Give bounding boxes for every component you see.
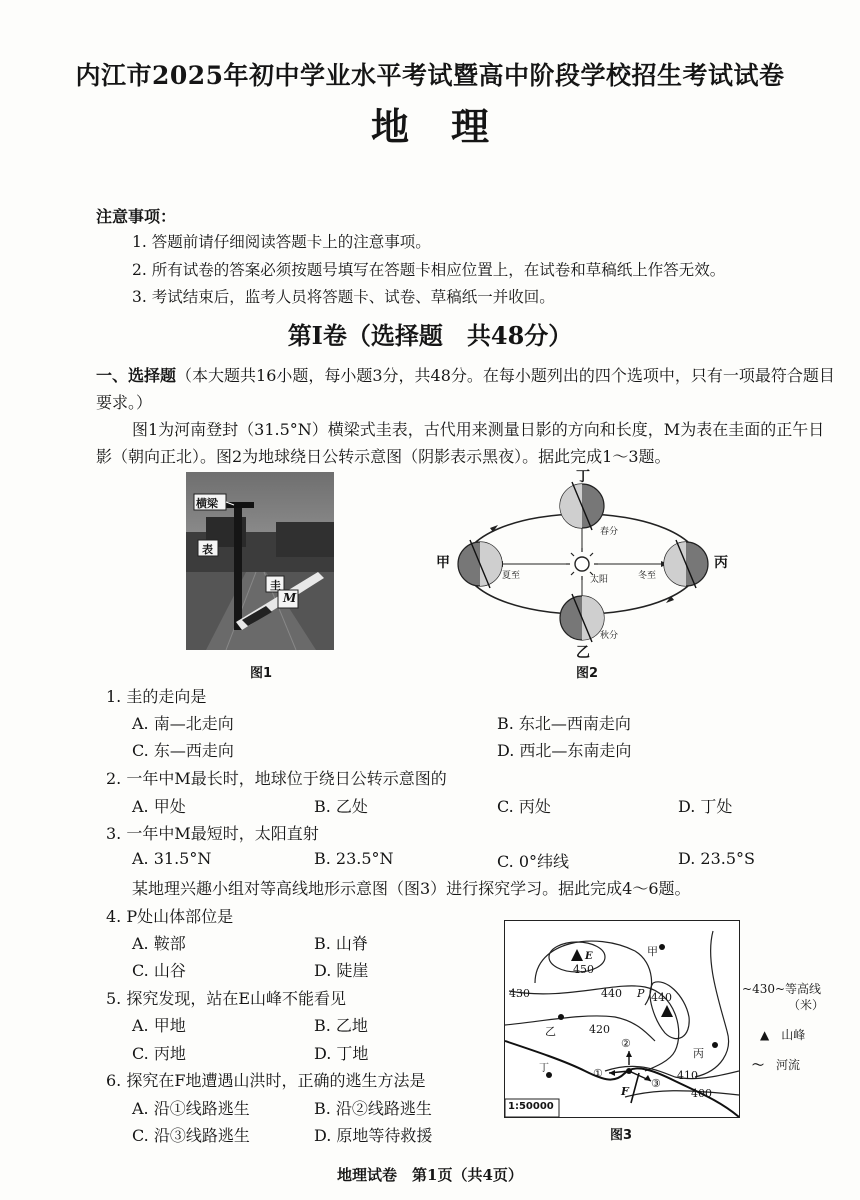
position-bing: 丙 [714, 555, 728, 571]
q6-option-b: B. 沿②线路逃生 [314, 1099, 432, 1118]
notice-item-1: 1. 答题前请仔细阅读答题卡上的注意事项。 [132, 233, 431, 251]
q2-option-c: C. 丙处 [497, 797, 551, 816]
q3-option-c: C. 0°纬线 [497, 852, 570, 871]
q6-option-d: D. 原地等待救援 [314, 1126, 433, 1145]
figure-1-caption: 图1 [250, 666, 273, 681]
place-ding: 丁 [539, 1063, 549, 1074]
q3-option-a: A. 31.5°N [132, 849, 212, 868]
q4-option-a: A. 鞍部 [132, 934, 186, 953]
term-summer: 夏至 [502, 571, 521, 581]
position-ding: 丁 [576, 469, 590, 485]
q5-option-b: B. 乙地 [314, 1016, 368, 1035]
q4-option-b: B. 山脊 [314, 934, 368, 953]
q2-option-d: D. 丁处 [678, 797, 733, 816]
term-spring: 春分 [600, 527, 619, 537]
figure-3-contour-map [504, 920, 740, 1118]
q1-option-b: B. 东北—西南走向 [497, 714, 631, 733]
page-footer: 地理试卷 第1页（共4页） [337, 1166, 523, 1184]
contour-400: 400 [691, 1087, 712, 1100]
position-yi: 乙 [576, 645, 590, 661]
q2-option-a: A. 甲处 [132, 797, 186, 816]
figure-2-caption: 图2 [576, 666, 599, 681]
peak-icon: ▲ [760, 1028, 770, 1042]
river-icon: 〜 [752, 1058, 765, 1072]
question-4: 4. P处山体部位是 [106, 907, 234, 926]
figure-1-photo [186, 472, 334, 650]
legend-contour-label: 等高线 [785, 982, 822, 996]
q5-option-a: A. 甲地 [132, 1016, 186, 1035]
q3-option-d: D. 23.5°S [678, 849, 756, 868]
label-gnomon: 表 [202, 543, 213, 556]
q1-option-d: D. 西北—东南走向 [497, 741, 632, 760]
material-2: 某地理兴趣小组对等高线地形示意图（图3）进行探究学习。据此完成4～6题。 [132, 879, 691, 898]
figure-2-orbit [430, 466, 740, 660]
notice-item-3: 3. 考试结束后，监考人员将答题卡、试卷、草稿纸一并收回。 [132, 288, 555, 306]
legend-contour [742, 980, 821, 997]
label-gui: 圭 [270, 579, 281, 592]
q1-option-c: C. 东—西走向 [132, 741, 234, 760]
part-label: 一、选择题 [96, 366, 177, 385]
orbit-diagram [430, 466, 740, 660]
question-1: 1. 圭的走向是 [106, 687, 207, 706]
contour-450: 450 [573, 963, 594, 976]
question-5: 5. 探究发现，站在E山峰不能看见 [106, 989, 347, 1008]
legend-contour-unit: （米） [788, 998, 825, 1012]
term-winter: 冬至 [638, 571, 657, 581]
label-beam: 横梁 [196, 497, 218, 510]
term-sun: 太阳 [590, 575, 609, 585]
map-scale: 1:50000 [508, 1101, 554, 1112]
part-intro-text: （本大题共16小题，每小题3分，共48分。在每小题列出的四个选项中，只有一项最符合题目要求。） [96, 366, 835, 412]
contour-410: 410 [677, 1069, 698, 1082]
contour-430: 430 [509, 987, 530, 1000]
contour-420: 420 [589, 1023, 610, 1036]
route-2: ② [621, 1037, 631, 1050]
question-2: 2. 一年中M最长时，地球位于绕日公转示意图的 [106, 769, 447, 788]
place-yi: 乙 [545, 1025, 556, 1038]
notice-item-2: 2. 所有试卷的答案必须按题号填写在答题卡相应位置上，在试卷和草稿纸上作答无效。 [132, 261, 726, 279]
legend-peak [760, 1026, 805, 1043]
place-e: E [585, 951, 593, 962]
q6-option-c: C. 沿③线路逃生 [132, 1126, 250, 1145]
part-intro [96, 362, 836, 416]
place-bing: 丙 [693, 1047, 704, 1060]
legend-contour-line: ~ [742, 982, 753, 996]
place-f: F [621, 1085, 629, 1098]
label-m: M [283, 591, 297, 605]
legend-peak-label: 山峰 [781, 1028, 806, 1042]
figure-3-caption: 图3 [610, 1128, 633, 1143]
q6-option-a: A. 沿①线路逃生 [132, 1099, 250, 1118]
q4-option-c: C. 山谷 [132, 961, 186, 980]
route-3: ③ [651, 1077, 661, 1090]
q5-option-c: C. 丙地 [132, 1044, 186, 1063]
place-jia: 甲 [647, 945, 658, 958]
position-jia: 甲 [436, 555, 450, 571]
question-6: 6. 探究在F地遭遇山洪时，正确的逃生方法是 [106, 1071, 426, 1090]
place-p: P [637, 987, 645, 1000]
q4-option-d: D. 陡崖 [314, 961, 369, 980]
exam-title: 内江市2025年初中学业水平考试暨高中阶段学校招生考试试卷 [75, 61, 785, 90]
subject-title: 地理 [370, 104, 531, 149]
q3-option-b: B. 23.5°N [314, 849, 394, 868]
term-autumn: 秋分 [600, 631, 619, 641]
section-title: 第Ⅰ卷（选择题 共48分） [287, 321, 573, 350]
q1-option-a: A. 南—北走向 [132, 714, 234, 733]
q5-option-d: D. 丁地 [314, 1044, 369, 1063]
notice-heading: 注意事项： [96, 207, 177, 226]
contour-440-b: 440 [651, 991, 672, 1004]
contour-440-a: 440 [601, 987, 622, 1000]
q2-option-b: B. 乙处 [314, 797, 368, 816]
legend-river-label: 河流 [776, 1058, 801, 1072]
legend-contour-line-end: ~ [774, 982, 786, 996]
legend-river [752, 1056, 800, 1073]
question-3: 3. 一年中M最短时，太阳直射 [106, 824, 319, 843]
legend-contour-value: 430 [752, 982, 775, 996]
route-1: ① [593, 1067, 603, 1080]
material-1: 图1为河南登封（31.5°N）横梁式圭表，古代用来测量日影的方向和长度，M为表在圭面的正午日影（朝向正北）。图2为地球绕日公转示意图（阴影表示黑夜）。据此完成1～3题。 [96, 420, 825, 466]
